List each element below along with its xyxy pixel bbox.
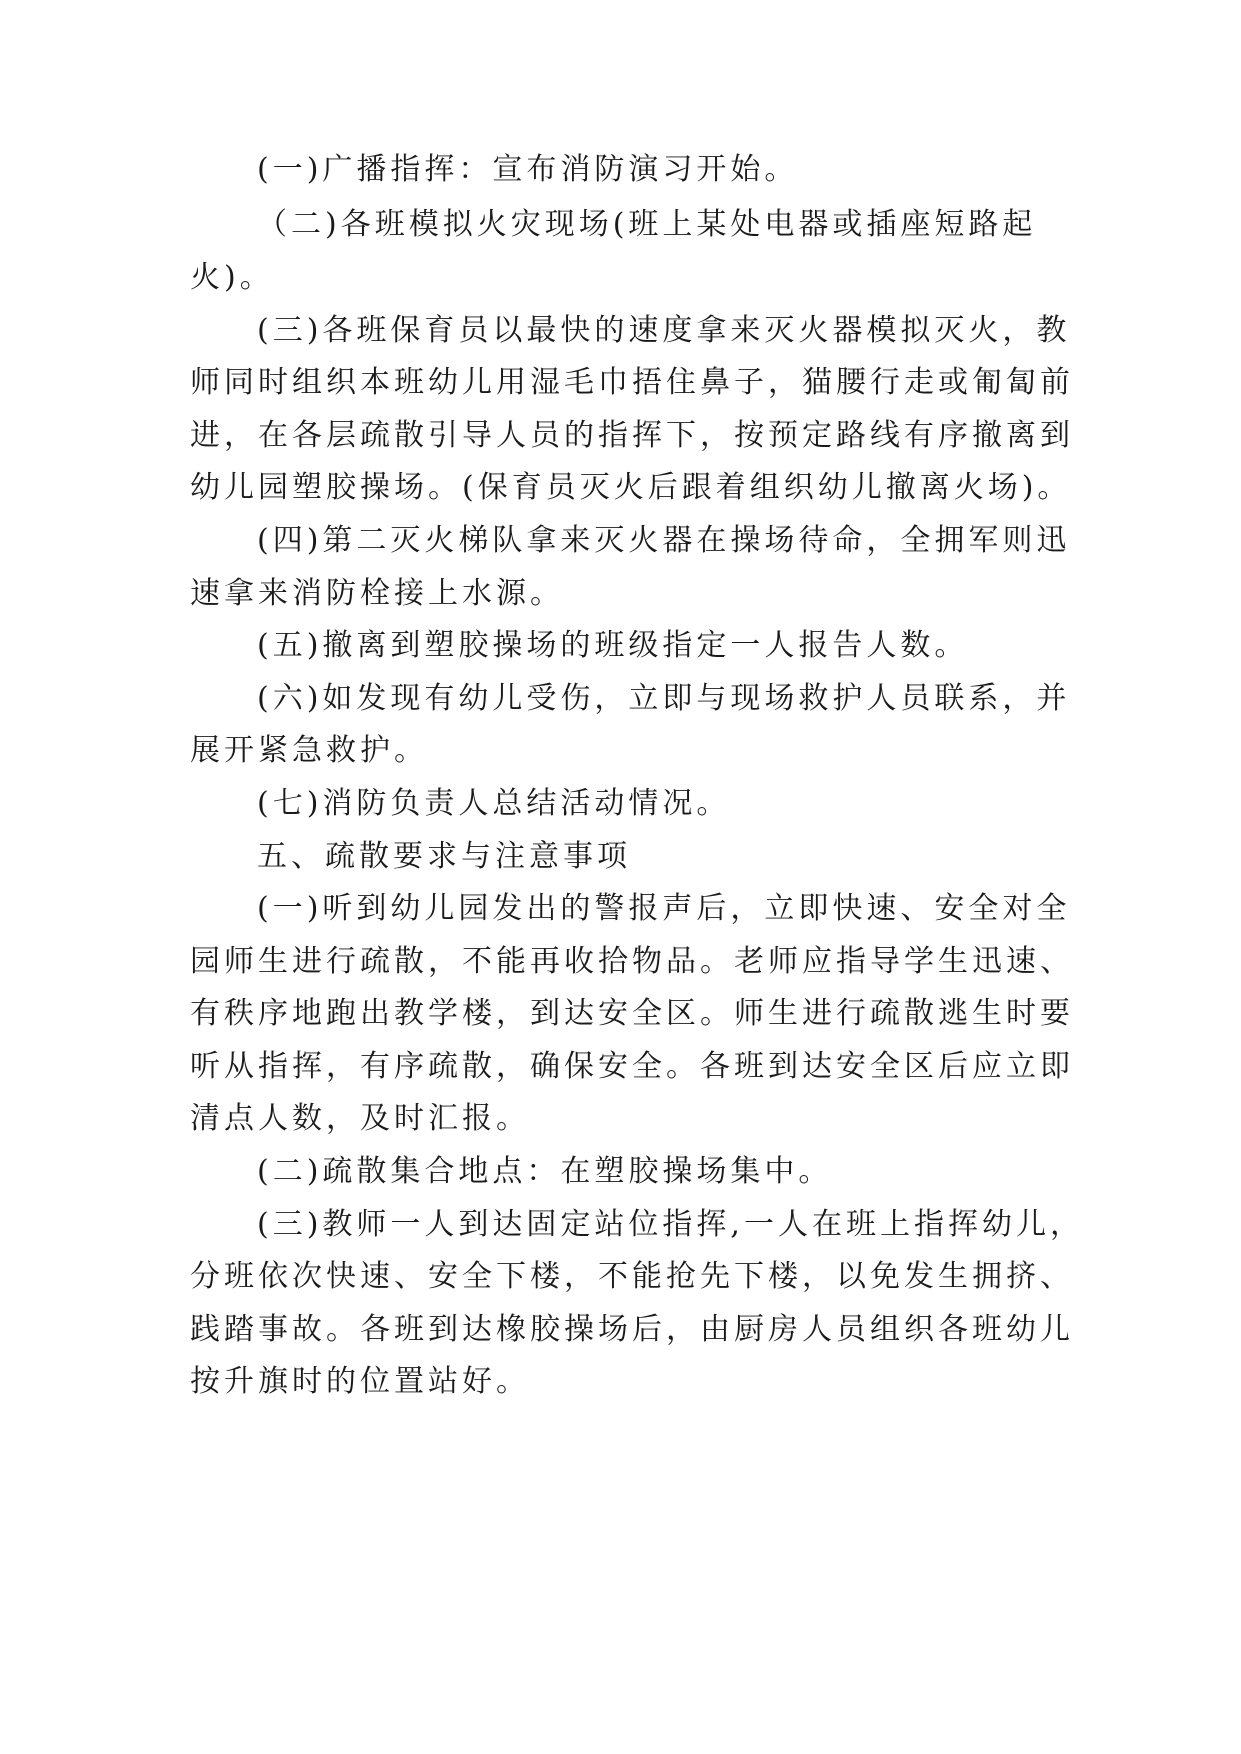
paragraph-8-line-4: 听从指挥，有序疏散，确保安全。各班到达安全区后应立即 <box>190 1049 1074 1084</box>
paragraph-3-line-4: 幼儿园塑胶操场。(保育员灭火后跟着组织幼儿撤离火场)。 <box>190 470 1072 505</box>
paragraph-4-line-2: 速拿来消防栓接上水源。 <box>190 576 564 611</box>
paragraph-9-line-1: (二)疏散集合地点：在塑胶操场集中。 <box>257 1154 833 1189</box>
paragraph-3-line-2: 师同时组织本班幼儿用湿毛巾捂住鼻子，猫腰行走或匍匐前 <box>190 365 1074 400</box>
section-heading-5: 五、疏散要求与注意事项 <box>257 839 631 874</box>
paragraph-5-line-1: (五)撤离到塑胶操场的班级指定一人报告人数。 <box>257 628 969 663</box>
paragraph-2-line-2: 火)。 <box>190 260 274 295</box>
paragraph-1-line-1: (一)广播指挥：宣布消防演习开始。 <box>257 152 799 187</box>
paragraph-8-line-1: (一)听到幼儿园发出的警报声后，立即快速、安全对全 <box>257 891 1071 926</box>
paragraph-10-line-2: 分班依次快速、安全下楼，不能抢先下楼，以免发生拥挤、 <box>190 1259 1074 1294</box>
paragraph-2-line-1: （二)各班模拟火灾现场(班上某处电器或插座短路起 <box>257 207 1037 242</box>
paragraph-10-line-3: 践踏事故。各班到达橡胶操场后，由厨房人员组织各班幼儿 <box>190 1312 1074 1347</box>
paragraph-6-line-2: 展开紧急救护。 <box>190 733 428 768</box>
paragraph-3-line-1: (三)各班保育员以最快的速度拿来灭火器模拟灭火，教 <box>257 313 1071 348</box>
paragraph-8-line-2: 园师生进行疏散，不能再收拾物品。老师应指导学生迅速、 <box>190 944 1074 979</box>
paragraph-8-line-3: 有秩序地跑出教学楼，到达安全区。师生进行疏散逃生时要 <box>190 996 1074 1031</box>
paragraph-8-line-5: 清点人数，及时汇报。 <box>190 1101 530 1136</box>
paragraph-7-line-1: (七)消防负责人总结活动情况。 <box>257 786 731 821</box>
paragraph-6-line-1: (六)如发现有幼儿受伤，立即与现场救护人员联系，并 <box>257 681 1071 716</box>
paragraph-10-line-4: 按升旗时的位置站好。 <box>190 1364 530 1399</box>
paragraph-4-line-1: (四)第二灭火梯队拿来灭火器在操场待命，全拥军则迅 <box>257 523 1071 558</box>
paragraph-3-line-3: 进，在各层疏散引导人员的指挥下，按预定路线有序撤离到 <box>190 418 1074 453</box>
paragraph-10-line-1: (三)教师一人到达固定站位指挥,一人在班上指挥幼儿， <box>257 1207 1084 1242</box>
